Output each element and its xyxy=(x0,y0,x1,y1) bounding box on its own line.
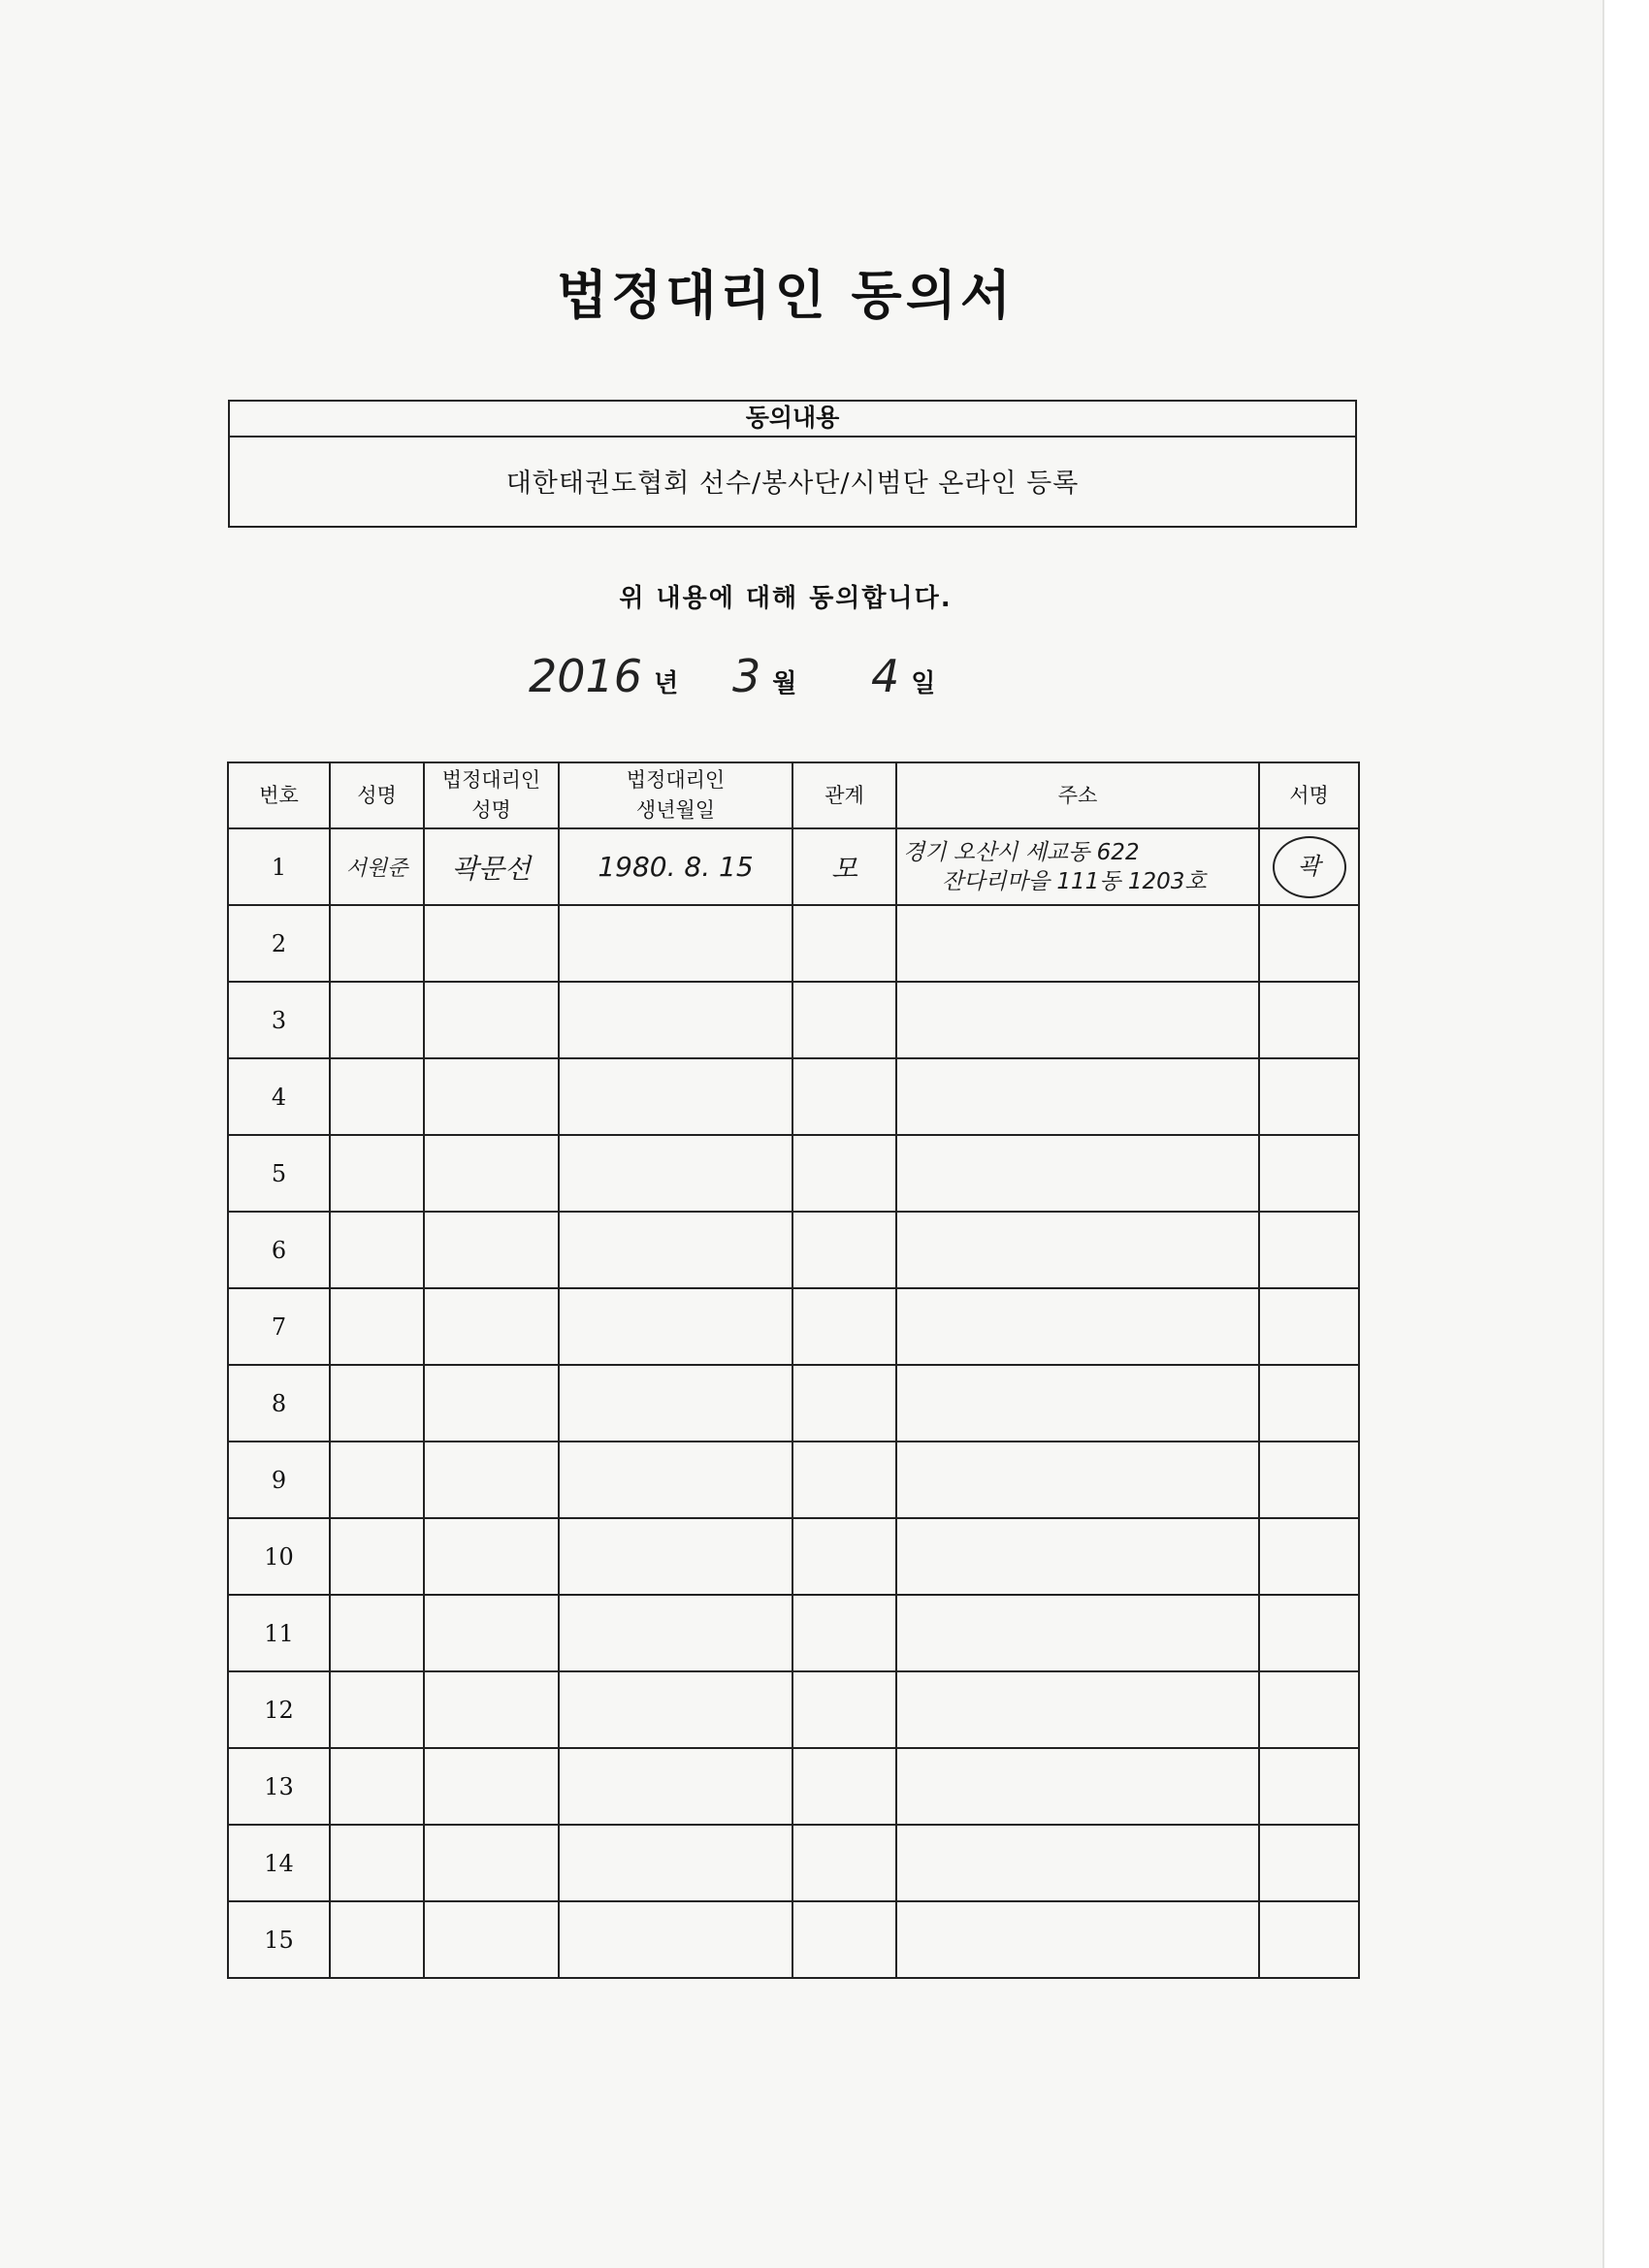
table-row xyxy=(228,1442,1359,1518)
row-name xyxy=(330,1901,424,1978)
row-relation xyxy=(792,1595,896,1671)
row-address xyxy=(896,1595,1259,1671)
row-name xyxy=(330,1442,424,1518)
row-relation xyxy=(792,1748,896,1825)
table-row xyxy=(228,1288,1359,1365)
row-address xyxy=(896,1901,1259,1978)
row-relation xyxy=(792,1288,896,1365)
row-guardian-birth xyxy=(559,1135,792,1212)
row-relation xyxy=(792,1365,896,1442)
row-address xyxy=(896,1748,1259,1825)
row-relation xyxy=(792,1212,896,1288)
row-guardian-name xyxy=(424,1058,559,1135)
row-signature xyxy=(1259,1901,1359,1978)
date-year-unit: 년 xyxy=(654,669,679,698)
row-guardian-birth xyxy=(559,1901,792,1978)
row-name xyxy=(330,1365,424,1442)
row-guardian-birth xyxy=(559,1595,792,1671)
row-signature xyxy=(1259,1135,1359,1212)
row-guardian-name xyxy=(424,1901,559,1978)
row-guardian-name xyxy=(424,1212,559,1288)
row-name xyxy=(330,982,424,1058)
row-number: 4 xyxy=(228,1058,330,1135)
date-year-value: 2016 xyxy=(529,650,643,702)
header-guardian-name xyxy=(424,762,559,828)
header-guardian-birth-line2: 생년월일 xyxy=(635,798,716,822)
row-number: 14 xyxy=(228,1825,330,1901)
row-signature xyxy=(1259,1212,1359,1288)
row-number: 9 xyxy=(228,1442,330,1518)
row-relation xyxy=(792,1901,896,1978)
row-guardian-birth xyxy=(559,1288,792,1365)
row-guardian-name xyxy=(424,1135,559,1212)
row-guardian-name xyxy=(424,982,559,1058)
table-row xyxy=(228,905,1359,982)
row-relation xyxy=(792,1518,896,1595)
row-name xyxy=(330,1135,424,1212)
row-signature xyxy=(1259,1365,1359,1442)
row-address xyxy=(896,1518,1259,1595)
header-name: 성명 xyxy=(330,762,424,828)
row-signature xyxy=(1259,1518,1359,1595)
scan-right-edge xyxy=(1602,0,1649,2268)
row-guardian-name xyxy=(424,1518,559,1595)
row-relation xyxy=(792,1442,896,1518)
consent-header: 동의내용 xyxy=(230,402,1355,437)
row-guardian-birth xyxy=(559,905,792,982)
row-guardian-birth xyxy=(559,1671,792,1748)
row-address xyxy=(896,1288,1259,1365)
table-row xyxy=(228,828,1359,905)
row-number: 6 xyxy=(228,1212,330,1288)
row-address xyxy=(896,1825,1259,1901)
row-guardian-name: 곽문선 xyxy=(424,828,559,905)
row-address xyxy=(896,1442,1259,1518)
table-row xyxy=(228,1671,1359,1748)
row-relation: 모 xyxy=(792,828,896,905)
date-day-unit: 일 xyxy=(911,669,936,698)
row-name: 서원준 xyxy=(330,828,424,905)
row-name xyxy=(330,1288,424,1365)
row-guardian-birth xyxy=(559,1748,792,1825)
row-guardian-birth xyxy=(559,982,792,1058)
row-number: 7 xyxy=(228,1288,330,1365)
table-row xyxy=(228,1595,1359,1671)
row-relation xyxy=(792,1825,896,1901)
row-relation xyxy=(792,1135,896,1212)
row-number: 5 xyxy=(228,1135,330,1212)
table-row xyxy=(228,1058,1359,1135)
row-address xyxy=(896,1212,1259,1288)
header-guardian-name-line1: 법정대리인 xyxy=(441,768,541,792)
row-signature xyxy=(1259,905,1359,982)
row-name xyxy=(330,1825,424,1901)
date-year xyxy=(529,650,678,718)
row-signature xyxy=(1259,982,1359,1058)
row-signature xyxy=(1259,1748,1359,1825)
table-row xyxy=(228,1212,1359,1288)
table-row xyxy=(228,1748,1359,1825)
table-row xyxy=(228,1518,1359,1595)
row-relation xyxy=(792,905,896,982)
row-address xyxy=(896,1058,1259,1135)
row-relation xyxy=(792,1058,896,1135)
consent-content-box xyxy=(228,400,1357,528)
guardian-roster-table xyxy=(227,761,1360,1979)
row-number: 13 xyxy=(228,1748,330,1825)
header-address: 주소 xyxy=(896,762,1259,828)
row-address xyxy=(896,1671,1259,1748)
row-guardian-birth xyxy=(559,1825,792,1901)
row-name xyxy=(330,1595,424,1671)
header-signature: 서명 xyxy=(1259,762,1359,828)
row-number: 10 xyxy=(228,1518,330,1595)
row-name xyxy=(330,1058,424,1135)
row-address xyxy=(896,982,1259,1058)
row-address xyxy=(896,828,1259,905)
header-guardian-name-line2: 성명 xyxy=(471,798,511,822)
row-signature xyxy=(1259,1825,1359,1901)
row-number: 15 xyxy=(228,1901,330,1978)
header-number: 번호 xyxy=(228,762,330,828)
row-guardian-name xyxy=(424,1288,559,1365)
row-address xyxy=(896,905,1259,982)
row-guardian-birth: 1980. 8. 15 xyxy=(559,828,792,905)
header-relation: 관계 xyxy=(792,762,896,828)
date-day-value: 4 xyxy=(871,650,900,702)
row-number: 1 xyxy=(228,828,330,905)
table-row xyxy=(228,1901,1359,1978)
row-signature xyxy=(1259,1058,1359,1135)
row-address-line2: 잔다리마을 111동 1203호 xyxy=(942,868,1207,894)
signature-seal: 곽 xyxy=(1273,836,1346,898)
row-guardian-birth xyxy=(559,1518,792,1595)
row-address-line1: 경기 오산시 세교동 622 xyxy=(903,839,1140,865)
row-signature xyxy=(1259,828,1359,905)
table-row xyxy=(228,1135,1359,1212)
row-number: 11 xyxy=(228,1595,330,1671)
date-day xyxy=(871,650,935,718)
row-signature xyxy=(1259,1288,1359,1365)
row-name xyxy=(330,1518,424,1595)
row-number: 3 xyxy=(228,982,330,1058)
header-guardian-birth-line1: 법정대리인 xyxy=(626,768,726,792)
row-number: 2 xyxy=(228,905,330,982)
row-guardian-birth xyxy=(559,1058,792,1135)
table-header-row xyxy=(228,762,1359,828)
row-address xyxy=(896,1135,1259,1212)
document-title: 법정대리인 동의서 xyxy=(556,265,1016,326)
row-guardian-name xyxy=(424,1442,559,1518)
row-name xyxy=(330,1671,424,1748)
row-relation xyxy=(792,982,896,1058)
row-guardian-name xyxy=(424,1825,559,1901)
consent-content: 대한태권도협회 선수/봉사단/시범단 온라인 등록 xyxy=(505,469,1080,499)
row-address xyxy=(896,1365,1259,1442)
row-guardian-name xyxy=(424,1365,559,1442)
agreement-statement: 위 내용에 대해 동의합니다. xyxy=(619,584,953,613)
row-name xyxy=(330,905,424,982)
row-guardian-birth xyxy=(559,1365,792,1442)
row-signature xyxy=(1259,1595,1359,1671)
row-name xyxy=(330,1748,424,1825)
row-relation xyxy=(792,1671,896,1748)
date-month xyxy=(732,650,796,718)
row-guardian-birth xyxy=(559,1442,792,1518)
row-guardian-birth xyxy=(559,1212,792,1288)
date-month-unit: 월 xyxy=(772,669,797,698)
row-number: 12 xyxy=(228,1671,330,1748)
date-month-value: 3 xyxy=(732,650,761,702)
row-guardian-name xyxy=(424,1671,559,1748)
table-row xyxy=(228,1825,1359,1901)
row-name xyxy=(330,1212,424,1288)
row-guardian-name xyxy=(424,1748,559,1825)
table-row xyxy=(228,1365,1359,1442)
row-guardian-name xyxy=(424,905,559,982)
row-guardian-name xyxy=(424,1595,559,1671)
header-guardian-birth xyxy=(559,762,792,828)
row-number: 8 xyxy=(228,1365,330,1442)
row-signature xyxy=(1259,1671,1359,1748)
table-row xyxy=(228,982,1359,1058)
row-signature xyxy=(1259,1442,1359,1518)
